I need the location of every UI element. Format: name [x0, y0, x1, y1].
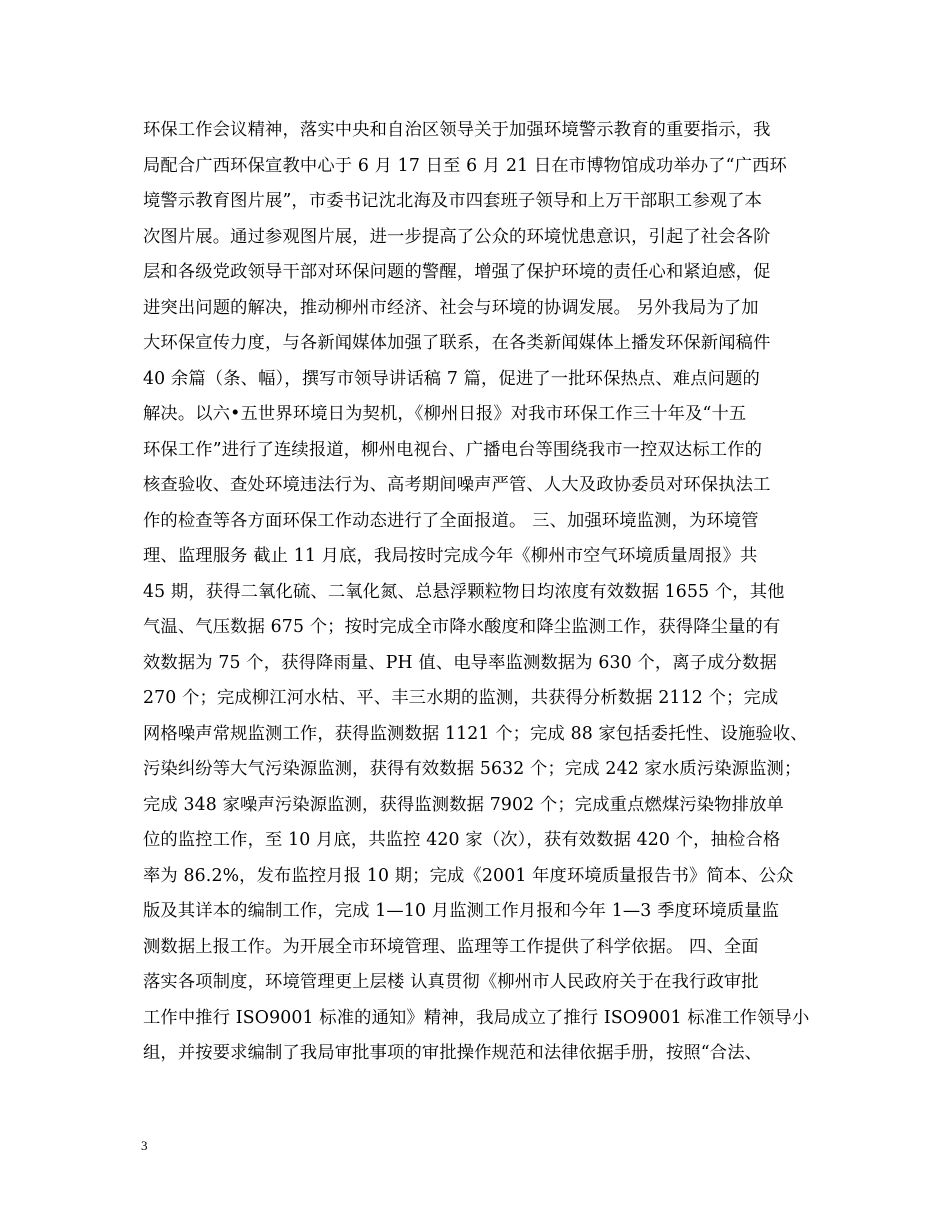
- text-line: 40 余篇（条、幅），撰写市领导讲话稿 7 篇，促进了一批环保热点、难点问题的: [143, 368, 760, 389]
- text-line: 理、监理服务 截止 11 月底，我局按时完成今年《柳州市空气环境质量周报》共: [143, 546, 758, 566]
- text-line: 环保工作会议精神，落实中央和自治区领导关于加强环境警示教育的重要指示，我: [143, 120, 771, 140]
- text-line: 大环保宣传力度，与各新闻媒体加强了联系，在各类新闻媒体上播发环保新闻稿件: [143, 333, 771, 353]
- text-line: 环保工作”进行了连续报道，柳州电视台、广播电台等围绕我市一控双达标工作的: [143, 439, 763, 460]
- text-line: 核查验收、查处环境违法行为、高考期间噪声严管、人大及政协委员对环保执法工: [143, 475, 771, 495]
- text-line: 测数据上报工作。为开展全市环境管理、监理等工作提供了科学依据。 四、全面: [143, 936, 759, 957]
- text-line: 境警示教育图片展”，市委书记沈北海及市四套班子领导和上万干部职工参观了本: [143, 191, 763, 211]
- text-line: 次图片展。通过参观图片展，进一步提高了公众的环境忧患意识，引起了社会各阶: [143, 226, 771, 247]
- text-line: 落实各项制度，环境管理更上层楼 认真贯彻《柳州市人民政府关于在我行政审批: [143, 972, 759, 992]
- text-line: 局配合广西环保宣教中心于 6 月 17 日至 6 月 21 日在市博物馆成功举办了“广西环: [143, 155, 787, 176]
- text-line: 版及其详本的编制工作，完成 1—10 月监测工作月报和今年 1—3 季度环境质量监: [143, 901, 780, 921]
- page-number: 3: [141, 1138, 148, 1153]
- text-line: 网格噪声常规监测工作，获得监测数据 1121 个；完成 88 家包括委托性、设施验收、: [143, 723, 808, 744]
- text-line: 效数据为 75 个，获得降雨量、PH 值、电导率监测数据为 630 个，离子成分数据: [143, 652, 777, 673]
- text-line: 率为 86.2%，发布监控月报 10 期；完成《2001 年度环境质量报告书》简本、公众: [143, 865, 794, 886]
- text-line: 45 期，获得二氧化硫、二氧化氮、总悬浮颗粒物日均浓度有效数据 1655 个，其他: [143, 581, 785, 602]
- text-line: 270 个；完成柳江河水枯、平、丰三水期的监测，共获得分析数据 2112 个；完成: [143, 688, 779, 708]
- text-line: 完成 348 家噪声污染源监测，获得监测数据 7902 个；完成重点燃煤污染物排放单: [143, 794, 784, 815]
- text-line: 位的监控工作，至 10 月底，共监控 420 家（次），获有效数据 420 个，抽检合格: [143, 830, 781, 850]
- text-line: 污染纠纷等大气污染源监测，获得有效数据 5632 个；完成 242 家水质污染源监测；: [143, 759, 802, 779]
- text-line: 气温、气压数据 675 个；按时完成全市降水酸度和降尘监测工作，获得降尘量的有: [143, 617, 781, 637]
- text-line: 层和各级党政领导干部对环保问题的警醒，增强了保护环境的责任心和紧迫感，促: [143, 262, 771, 282]
- text-line: 进突出问题的解决，推动柳州市经济、社会与环境的协调发展。 另外我局为了加: [143, 297, 759, 318]
- body-text: [143, 113, 823, 1072]
- text-line: 工作中推行 ISO9001 标准的通知》精神，我局成立了推行 ISO9001 标准工作领导小: [143, 1007, 810, 1028]
- text-line: 解决。以六•五世界环境日为契机，《柳州日报》对我市环保工作三十年及“十五: [143, 404, 747, 424]
- text-line: 组，并按要求编制了我局审批事项的审批操作规范和法律依据手册，按照“合法、: [143, 1043, 763, 1063]
- text-line: 作的检查等各方面环保工作动态进行了全面报道。 三、加强环境监测，为环境管: [143, 510, 759, 531]
